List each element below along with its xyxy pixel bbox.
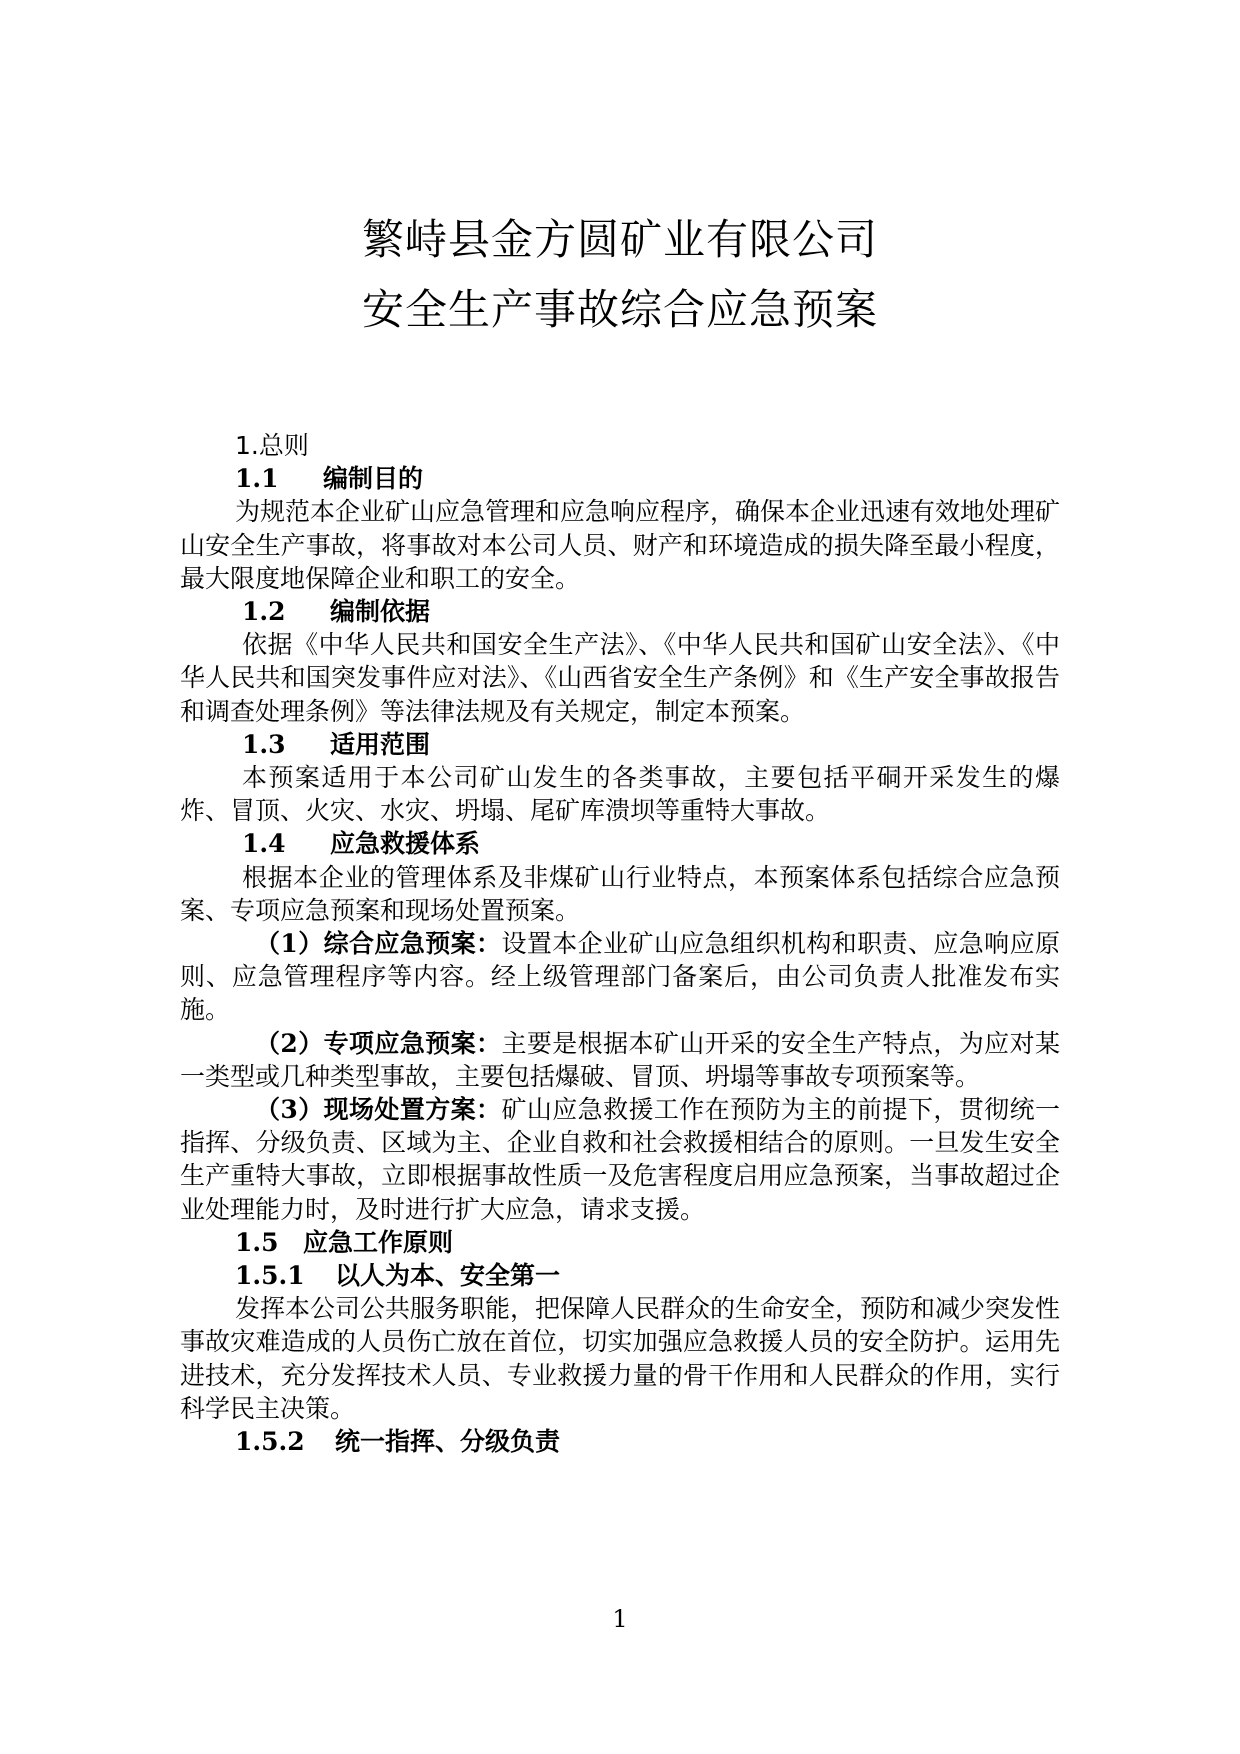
section-1-2-number: 1.2 <box>242 597 286 627</box>
section-1-2-paragraph: 依据《中华人民共和国安全生产法》、《中华人民共和国矿山安全法》、《中华人民共和国突发事件应对法》、《山西省安全生产条例》和《生产安全事故报告和调查处理条例》等法律法规及有关规定，制定本预案。 <box>180 630 1060 726</box>
section-1-3-number: 1.3 <box>242 729 286 759</box>
section-1-5-1-number: 1.5.1 <box>235 1261 305 1291</box>
section-1-heading: 1.总则 <box>235 431 309 460</box>
section-1-4-number: 1.4 <box>242 829 286 859</box>
page-number: 1 <box>612 1605 628 1633</box>
section-1-4-item-1 <box>180 927 1060 1027</box>
section-1-3-paragraph: 本预案适用于本公司矿山发生的各类事故，主要包括平硐开采发生的爆炸、冒顶、火灾、水灾、坍塌、尾矿库溃坝等重特大事故。 <box>180 763 1060 826</box>
section-1-2-title: 编制依据 <box>330 597 431 627</box>
section-1-2-heading <box>180 595 1060 628</box>
section-1-5-title: 应急工作原则 <box>303 1227 454 1257</box>
section-1-5-2-number: 1.5.2 <box>235 1427 305 1457</box>
section-1-4-item-2 <box>180 1027 1060 1093</box>
item-2-lead: （2）专项应急预案： <box>255 1028 502 1058</box>
section-1-5-heading <box>180 1226 1060 1259</box>
section-1-4-item-3 <box>180 1093 1060 1226</box>
item-1-text: 设置本企业矿山应急组织机构和职责、应急响应原则、应急管理程序等内容。经上级管理部门备案后，由公司负责人批准发布实施。 <box>180 929 1060 1025</box>
document-body <box>180 429 1060 1458</box>
section-1-5-1-paragraph: 发挥本公司公共服务职能，把保障人民群众的生命安全，预防和减少突发性事故灾难造成的人员伤亡放在首位，切实加强应急救援人员的安全防护。运用先进技术，充分发挥技术人员、专业救援力量的骨干作用和人民群众的作用，实行科学民主决策。 <box>180 1294 1061 1423</box>
item-2-text: 主要是根据本矿山开采的安全生产特点，为应对某一类型或几种类型事故，主要包括爆破、冒顶、坍塌等事故专项预案等。 <box>180 1028 1060 1091</box>
section-1-5-2-heading <box>180 1425 1060 1458</box>
section-1-5-2-title: 统一指挥、分级负责 <box>335 1427 561 1457</box>
document-title <box>0 205 1240 345</box>
section-1-4-paragraph: 根据本企业的管理体系及非煤矿山行业特点，本预案体系包括综合应急预案、专项应急预案和现场处置预案。 <box>180 862 1060 925</box>
section-1-1-heading <box>180 462 1060 495</box>
section-1-3-title: 适用范围 <box>330 729 431 759</box>
section-1-5-1-heading <box>180 1259 1060 1292</box>
section-1-5-1-title: 以人为本、安全第一 <box>335 1261 561 1291</box>
section-1-5-number: 1.5 <box>235 1227 279 1257</box>
title-line-company: 繁峙县金方圆矿业有限公司 <box>361 215 878 264</box>
item-3-text: 矿山应急救援工作在预防为主的前提下，贯彻统一指挥、分级负责、区域为主、企业自救和社会救援相结合的原则。一旦发生安全生产重特大事故，立即根据事故性质一及危害程度启用应急预案，当事故超过企业处理能力时，及时进行扩大应急，请求支援。 <box>180 1095 1060 1224</box>
section-1-3-heading <box>180 728 1060 761</box>
section-1-4-title: 应急救援体系 <box>330 829 481 859</box>
section-1-4-heading <box>180 827 1060 860</box>
title-line-plan: 安全生产事故综合应急预案 <box>361 285 878 334</box>
item-1-lead: （1）综合应急预案： <box>255 929 502 959</box>
section-1-1-title: 编制目的 <box>323 464 424 494</box>
section-1-1-number: 1.1 <box>235 464 279 494</box>
section-1-1-paragraph: 为规范本企业矿山应急管理和应急响应程序，确保本企业迅速有效地处理矿山安全生产事故，将事故对本公司人员、财产和环境造成的损失降至最小程度，最大限度地保障企业和职工的安全。 <box>180 497 1061 593</box>
item-3-lead: （3）现场处置方案： <box>255 1095 502 1125</box>
